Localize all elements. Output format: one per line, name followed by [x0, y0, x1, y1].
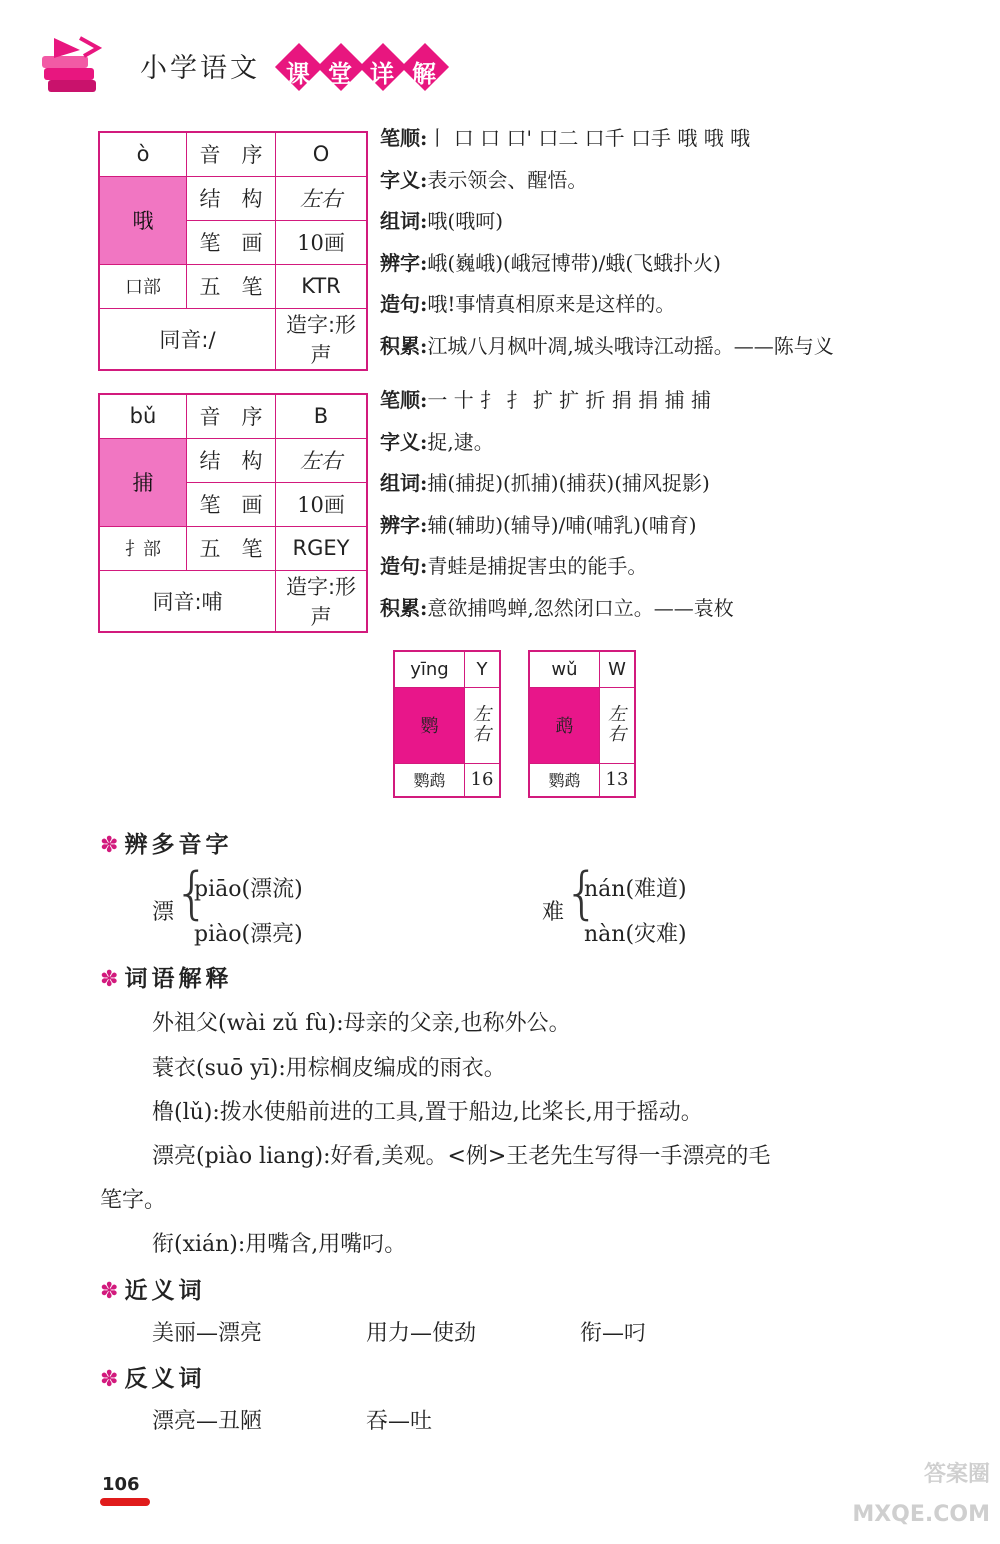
definition: 橹(lǔ):拨水使船前进的工具,置于船边,比桨长,用于摇动。: [152, 1100, 703, 1125]
definition: 外祖父(wài zǔ fù):母亲的父亲,也称外公。: [152, 1011, 571, 1036]
note-line: 造句:青蛙是捕捉害虫的能手。: [380, 554, 648, 578]
flower-icon: ✽: [100, 1279, 123, 1304]
poly-reading: piāo(漂流): [194, 877, 303, 902]
card-homophone: 同音:哺: [99, 570, 276, 632]
synonym-pair: 用力—使劲: [366, 1321, 477, 1346]
note-line: 笔顺:一 十 扌 扌 扩 扩 折 捐 捐 捕 捕: [380, 388, 711, 412]
card-pinyin: bǔ: [99, 394, 187, 438]
card-big-char: [99, 176, 187, 264]
antonym-pair: 吞—吐: [366, 1409, 433, 1434]
card-value: 10画: [276, 482, 368, 526]
section-heading: ✽辨多音字: [100, 832, 233, 858]
note-line: 辨字:辅(辅助)(辅导)/哺(哺乳)(哺育): [380, 512, 697, 537]
note-line: 组词:捕(捕捉)(抓捕)(捕获)(捕风捉影): [380, 471, 710, 495]
synonym-pair: 美丽—漂亮: [152, 1321, 263, 1346]
card-value: KTR: [276, 264, 368, 308]
card-value: 左右: [276, 176, 368, 220]
flower-icon: ✽: [100, 967, 123, 992]
page-number: 106: [102, 1474, 140, 1495]
small-word: 鹦鹉: [529, 763, 600, 797]
section-heading: ✽近义词: [100, 1278, 206, 1304]
small-letter: Y: [465, 651, 501, 687]
card-value: 左右: [276, 438, 368, 482]
small-struct: 左右: [465, 687, 501, 763]
definition: 笔字。: [100, 1188, 167, 1213]
small-card-ying: [393, 650, 501, 798]
flower-icon: ✽: [100, 1367, 123, 1392]
section-heading: ✽词语解释: [100, 966, 233, 992]
poly-reading: nàn(灾难): [584, 922, 687, 947]
card-label: 五 笔: [187, 526, 276, 570]
card-label: 结 构: [187, 438, 276, 482]
note-line: 字义:表示领会、醒悟。: [380, 167, 588, 192]
brace-icon: {: [174, 861, 210, 926]
card-label: 笔 画: [187, 220, 276, 264]
note-line: 笔顺:丨 口 口 口' 口二 口千 口手 哦 哦 哦: [380, 126, 751, 150]
card-value: RGEY: [276, 526, 368, 570]
card-value: B: [276, 394, 368, 438]
synonym-pair: 衔—叼: [580, 1321, 647, 1346]
small-pinyin: wǔ: [529, 651, 600, 687]
card-label: 结 构: [187, 176, 276, 220]
flower-icon: ✽: [100, 833, 123, 858]
card-label: 五 笔: [187, 264, 276, 308]
small-word: 鹦鹉: [394, 763, 465, 797]
badge-char: 详: [370, 60, 394, 88]
header-badge: [278, 38, 458, 98]
card-label: 音 序: [187, 132, 276, 176]
char-card-o: [98, 131, 368, 371]
poly-reading: nán(难道): [584, 877, 687, 902]
brace-icon: {: [564, 861, 600, 926]
big-char-text: 哦: [132, 209, 154, 233]
notes-bu: [380, 380, 980, 629]
badge-char: 课: [286, 60, 310, 88]
card-label: 音 序: [187, 394, 276, 438]
books-icon: [40, 34, 102, 98]
char-card-bu: [98, 393, 368, 633]
card-big-char: [99, 438, 187, 526]
card-label: 笔 画: [187, 482, 276, 526]
card-value: 10画: [276, 220, 368, 264]
note-line: 辨字:峨(巍峨)(峨冠博带)/蛾(飞蛾扑火): [380, 250, 721, 275]
antonym-pair: 漂亮—丑陋: [152, 1409, 263, 1434]
card-homophone: 同音:/: [99, 308, 276, 370]
card-pinyin: ò: [99, 132, 187, 176]
page-number-bar: [100, 1498, 150, 1506]
small-card-wu: [528, 650, 636, 798]
small-strokes: 13: [600, 763, 636, 797]
big-char-text: 捕: [132, 471, 154, 495]
page-header: [40, 28, 440, 100]
definition: 漂亮(piào liang):好看,美观。<例>王老先生写得一手漂亮的毛: [152, 1144, 771, 1169]
note-line: 字义:捉,逮。: [380, 429, 494, 454]
note-line: 积累:意欲捕鸣蝉,忽然闭口立。——袁枚: [380, 595, 734, 620]
card-radical: 扌部: [99, 526, 187, 570]
card-value: O: [276, 132, 368, 176]
watermark: 答案圈 MXQE.COM: [852, 1462, 990, 1527]
small-struct: 左右: [600, 687, 636, 763]
small-big-char: 鹦: [394, 687, 465, 763]
note-line: 组词:哦(哦呵): [380, 209, 503, 233]
small-big-char: 鹉: [529, 687, 600, 763]
small-pinyin: yīng: [394, 651, 465, 687]
poly-reading: piào(漂亮): [194, 922, 303, 947]
badge-char: 解: [412, 60, 436, 88]
card-formation: 造字:形声: [276, 570, 368, 632]
badge-char: 堂: [328, 60, 352, 88]
poly-char: 漂: [152, 900, 175, 925]
note-line: 积累:江城八月枫叶凋,城头哦诗江动摇。——陈与义: [380, 333, 834, 358]
note-line: 造句:哦!事情真相原来是这样的。: [380, 292, 676, 316]
card-formation: 造字:形声: [276, 308, 368, 370]
definition: 蓑衣(suō yī):用棕榈皮编成的雨衣。: [152, 1056, 506, 1081]
poly-char: 难: [542, 900, 565, 925]
small-letter: W: [600, 651, 636, 687]
notes-o: [380, 118, 980, 367]
definition: 衔(xián):用嘴含,用嘴叼。: [152, 1232, 407, 1257]
section-heading: ✽反义词: [100, 1366, 206, 1392]
header-title: 小学语文: [140, 53, 260, 84]
card-radical: 口部: [99, 264, 187, 308]
small-strokes: 16: [465, 763, 501, 797]
